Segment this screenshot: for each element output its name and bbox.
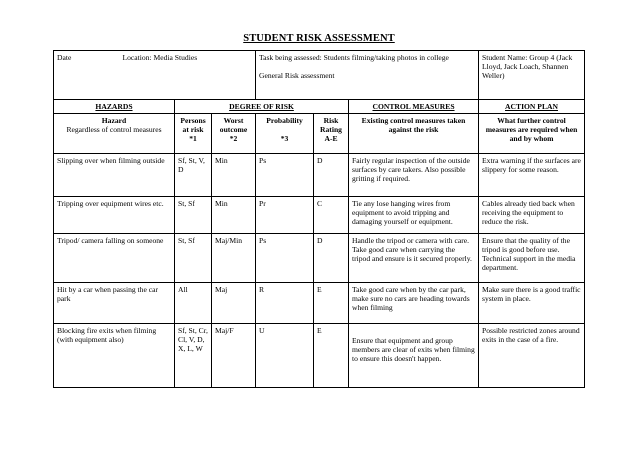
col-persons-title: Persons at risk <box>180 116 206 134</box>
section-header-row <box>54 100 585 114</box>
column-header-row <box>54 114 585 154</box>
worst-cell: Maj <box>212 283 256 324</box>
rating-cell: C <box>314 197 349 234</box>
date-cell: Date <box>54 51 120 100</box>
action-cell: Ensure that the quality of the tripod is good before use. Technical support in the media department. <box>479 234 585 283</box>
col-worst-note: *2 <box>229 134 238 143</box>
probability-cell: R <box>256 283 314 324</box>
table-row <box>54 197 585 234</box>
col-rating <box>314 114 349 154</box>
col-worst <box>212 114 256 154</box>
location-cell: Location: Media Studies <box>120 51 256 100</box>
table-row <box>54 154 585 197</box>
control-cell: Fairly regular inspection of the outside surfaces by care takers. Also possible gritting if required. <box>349 154 479 197</box>
persons-cell: Sf, St, Cr, Cl, V, D, X, L, W <box>175 324 212 388</box>
probability-cell: U <box>256 324 314 388</box>
section-action-plan: ACTION PLAN <box>479 100 585 114</box>
control-cell: Handle the tripod or camera with care. Take good care when carrying the tripod and ensure is it secured properly. <box>349 234 479 283</box>
persons-cell: Sf, St, V, D <box>175 154 212 197</box>
col-action: What further control measures are required when and by whom <box>479 114 585 154</box>
probability-cell: Pr <box>256 197 314 234</box>
control-cell: Take good care when by the car park, make sure no cars are heading towards when filming <box>349 283 479 324</box>
section-control-measures: CONTROL MEASURES <box>349 100 479 114</box>
worst-cell: Maj/F <box>212 324 256 388</box>
control-cell: Ensure that equipment and group members are clear of exits when filming to ensure this doesn't happen. <box>349 324 479 388</box>
general-assessment-text: General Risk assessment <box>259 71 335 80</box>
section-degree-of-risk: DEGREE OF RISK <box>175 100 349 114</box>
action-cell: Extra warning if the surfaces are slippery for some reason. <box>479 154 585 197</box>
persons-cell: All <box>175 283 212 324</box>
rating-cell: D <box>314 234 349 283</box>
probability-cell: Ps <box>256 154 314 197</box>
col-probability-note: *3 <box>280 134 289 143</box>
control-cell: Tie any lose hanging wires from equipment to avoid tripping and damaging yourself or equipment. <box>349 197 479 234</box>
hazard-cell: Blocking fire exits when filming (with equipment also) <box>54 324 175 388</box>
persons-cell: St, Sf <box>175 234 212 283</box>
col-persons-note: *1 <box>189 134 197 143</box>
rating-cell: D <box>314 154 349 197</box>
action-cell: Possible restricted zones around exits in the case of a fire. <box>479 324 585 388</box>
hazard-cell: Tripping over equipment wires etc. <box>54 197 175 234</box>
probability-cell: Ps <box>256 234 314 283</box>
col-hazard-sub: Regardless of control measures <box>66 125 162 134</box>
col-control: Existing control measures taken against the risk <box>349 114 479 154</box>
col-persons <box>175 114 212 154</box>
col-rating-note: A-E <box>324 134 338 143</box>
task-cell <box>256 51 479 100</box>
hazard-cell: Tripod/ camera falling on someone <box>54 234 175 283</box>
persons-cell: St, Sf <box>175 197 212 234</box>
risk-table <box>53 99 585 388</box>
student-name-cell: Student Name: Group 4 (Jack Lloyd, Jack Loach, Shannen Weller) <box>479 51 585 100</box>
action-cell: Cables already tied back when receiving the equipment to reduce the risk. <box>479 197 585 234</box>
task-text: Task being assessed: Students filming/taking photos in college <box>259 53 449 62</box>
col-hazard <box>54 114 175 154</box>
action-cell: Make sure there is a good traffic system in place. <box>479 283 585 324</box>
table-row <box>54 324 585 388</box>
col-probability-title: Probability <box>266 116 303 125</box>
col-hazard-title: Hazard <box>101 116 127 125</box>
col-probability <box>256 114 314 154</box>
col-worst-title: Worst outcome <box>219 116 248 134</box>
worst-cell: Maj/Min <box>212 234 256 283</box>
table-row <box>54 234 585 283</box>
rating-cell: E <box>314 324 349 388</box>
document-title: STUDENT RISK ASSESSMENT <box>243 33 395 44</box>
rating-cell: E <box>314 283 349 324</box>
worst-cell: Min <box>212 154 256 197</box>
section-hazards: HAZARDS <box>54 100 175 114</box>
col-rating-title: Risk Rating <box>320 116 342 134</box>
assessment-header-table <box>53 50 585 100</box>
worst-cell: Min <box>212 197 256 234</box>
hazard-cell: Hit by a car when passing the car park <box>54 283 175 324</box>
hazard-cell: Slipping over when filming outside <box>54 154 175 197</box>
table-row <box>54 283 585 324</box>
